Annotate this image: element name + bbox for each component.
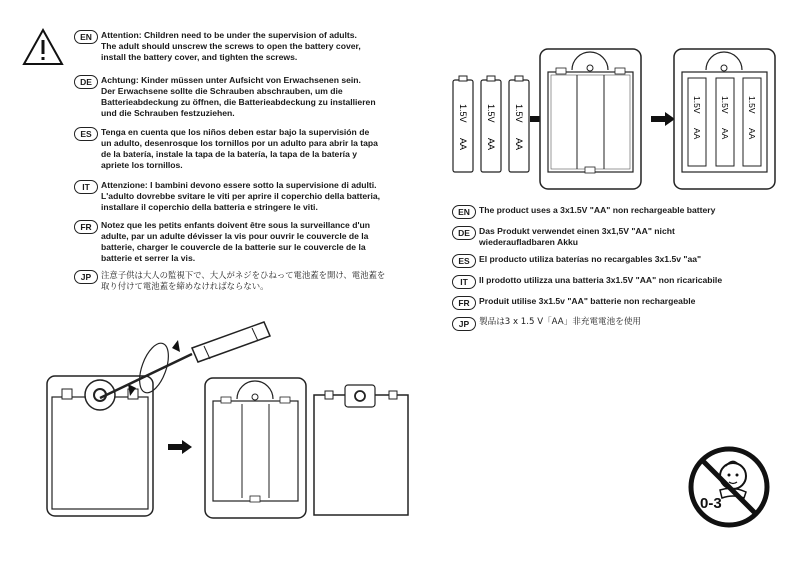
battery-icon bbox=[453, 76, 473, 172]
instruction-en bbox=[74, 30, 414, 63]
instruction-es bbox=[74, 127, 414, 171]
instruction-fr bbox=[74, 220, 414, 264]
lang-badge: FR bbox=[452, 296, 476, 310]
instruction-text: Notez que les petits enfants doivent être sous la surveillance d'un adulte, par un adulte dévisser la vis pour ouvrir le couvercle de la batterie, charger le couvercle de la batterie sur le couvercle de la batterie et serrer la vis. bbox=[101, 220, 370, 263]
lang-badge: EN bbox=[452, 205, 476, 219]
svg-text:1.5V: 1.5V bbox=[458, 104, 468, 123]
lang-badge: IT bbox=[452, 275, 476, 289]
svg-text:AA: AA bbox=[747, 128, 757, 140]
lang-badge: IT bbox=[74, 180, 98, 194]
svg-text:1.5V: 1.5V bbox=[747, 96, 757, 114]
statement-text: Das Produkt verwendet einen 3x1,5V "AA" nicht wiederaufladbaren Akku bbox=[479, 226, 675, 247]
battery-compartment-open bbox=[204, 377, 307, 519]
statement-de bbox=[452, 226, 782, 248]
instruction-de bbox=[74, 75, 414, 119]
statement-es bbox=[452, 254, 782, 265]
lang-badge: DE bbox=[74, 75, 98, 89]
lang-badge: FR bbox=[74, 220, 98, 234]
svg-text:1.5V: 1.5V bbox=[720, 96, 730, 114]
svg-text:1.5V: 1.5V bbox=[486, 104, 496, 123]
arrow-right-icon bbox=[651, 112, 675, 126]
age-warning-icon bbox=[688, 446, 770, 528]
svg-text:1.5V: 1.5V bbox=[514, 104, 524, 123]
statement-jp bbox=[452, 317, 782, 328]
lang-badge: ES bbox=[74, 127, 98, 141]
statement-fr bbox=[452, 296, 782, 307]
lang-badge: JP bbox=[452, 317, 476, 331]
age-label: 0-3 bbox=[700, 495, 722, 512]
instruction-it bbox=[74, 180, 414, 213]
battery-icon bbox=[481, 76, 501, 172]
svg-text:AA: AA bbox=[514, 138, 524, 151]
lang-badge: ES bbox=[452, 254, 476, 268]
instruction-text: Tenga en cuenta que los niños deben estar bajo la supervisión de un adulto, desenrosque los tornillos por un adulto para abrir la tapa de la batería, instale la tapa de la batería, la tapa de la batería y apriete los tornillos. bbox=[101, 127, 378, 170]
battery-compartment-empty bbox=[539, 48, 642, 190]
lang-badge: JP bbox=[74, 270, 98, 284]
statement-it bbox=[452, 275, 782, 286]
instruction-text: 注意子供は大人の監視下で、大人がネジをひねって電池蓋を開け、電池蓋を 取り付けて電池蓋を締めなければならない。 bbox=[101, 270, 386, 291]
lang-badge: DE bbox=[452, 226, 476, 240]
battery-compartment-loaded bbox=[673, 48, 776, 190]
svg-text:AA: AA bbox=[486, 138, 496, 151]
svg-text:AA: AA bbox=[720, 128, 730, 140]
svg-text:AA: AA bbox=[692, 128, 702, 140]
arrow-right-icon bbox=[168, 440, 192, 454]
statement-text: El producto utiliza baterías no recargables 3x1.5v "aa" bbox=[479, 254, 702, 264]
instruction-text: Achtung: Kinder müssen unter Aufsicht von Erwachsenen sein. Der Erwachsene sollte die Schrauben abschrauben, um die Batterieabdeckung zu öffnen, die Batterieabdeckung zu installieren und die Schrauben festzuziehen. bbox=[101, 75, 376, 118]
statement-en bbox=[452, 205, 782, 216]
battery-icon bbox=[509, 76, 529, 172]
warning-triangle-icon bbox=[22, 28, 64, 66]
instruction-text: Attenzione: I bambini devono essere sotto la supervisione di adulti. L'adulto dovrebbe svitare le viti per aprire il coperchio della batteria, installare il coperchio della batteria e stringere le viti. bbox=[101, 180, 381, 212]
battery-cover-panel bbox=[313, 383, 409, 517]
lang-badge: EN bbox=[74, 30, 98, 44]
loose-batteries-illustration bbox=[450, 74, 535, 176]
instruction-text: Attention: Children need to be under the supervision of adults. The adult should unscrew the screws to open the battery cover, install the battery cover, and tighten the screws. bbox=[101, 30, 361, 62]
svg-text:1.5V: 1.5V bbox=[692, 96, 702, 114]
statement-text: Il prodotto utilizza una batteria 3x1.5V "AA" non ricaricabile bbox=[479, 275, 723, 285]
statement-text: The product uses a 3x1.5V "AA" non rechargeable battery bbox=[479, 205, 716, 215]
statement-text: Produit utilise 3x1.5v "AA" batterie non rechargeable bbox=[479, 296, 696, 306]
statement-text: 製品は3 x 1.5 V「AA」非充電電池を使用 bbox=[479, 317, 642, 327]
svg-text:AA: AA bbox=[458, 138, 468, 151]
instruction-jp bbox=[74, 270, 414, 292]
